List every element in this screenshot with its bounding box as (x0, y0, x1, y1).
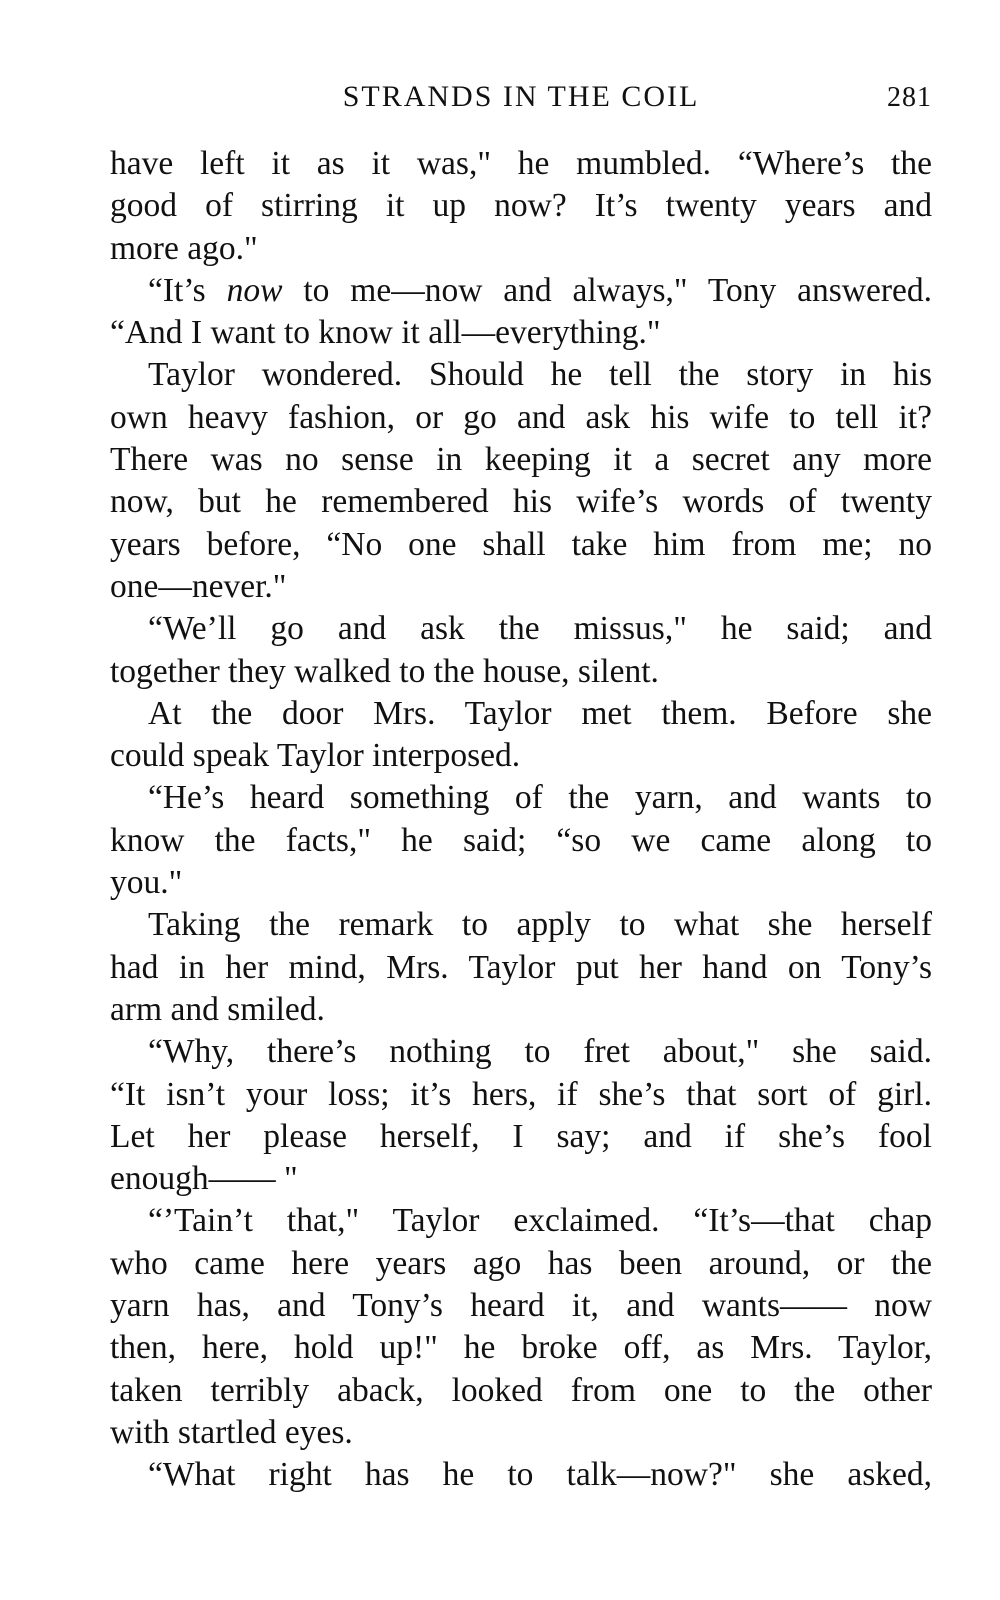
text-line: “And I want to know it all—everything." (110, 314, 661, 352)
text-line: “He’s heard something of the yarn, and wants to (148, 779, 932, 817)
running-title: STRANDS IN THE COIL (342, 80, 700, 113)
text-line: then, here, hold up!" he broke off, as Mrs. Taylor, (110, 1329, 932, 1367)
text-line: good of stirring it up now? It’s twenty years and (110, 187, 932, 225)
text-fragment: “It’s (148, 271, 206, 309)
text-line: own heavy fashion, or go and ask his wife to tell it? (110, 398, 932, 436)
body-text (110, 143, 932, 1497)
running-head (110, 80, 932, 120)
text-line: years before, “No one shall take him from me; no (110, 525, 932, 563)
text-line: now, but he remembered his wife’s words of twenty (110, 483, 932, 521)
text-line: more ago." (110, 229, 258, 267)
text-line: enough—— " (110, 1160, 298, 1198)
text-line: could speak Taylor interposed. (110, 737, 521, 775)
text-line: taken terribly aback, looked from one to the other (110, 1371, 932, 1409)
text-line: “We’ll go and ask the missus," he said; and (148, 610, 932, 648)
text-line: Taking the remark to apply to what she herself (148, 906, 932, 944)
text-line: had in her mind, Mrs. Taylor put her hand on Tony’s (110, 948, 932, 986)
text-line: with startled eyes. (110, 1413, 353, 1451)
text-fragment: to me—now and always," Tony answered. (303, 271, 933, 309)
text-line (110, 270, 932, 312)
text-line: “What right has he to talk—now?" she asked, (148, 1456, 932, 1494)
text-line: “’Tain’t that," Taylor exclaimed. “It’s—that chap (148, 1202, 932, 1240)
text-line: know the facts," he said; “so we came along to (110, 821, 932, 859)
text-line: “It isn’t your loss; it’s hers, if she’s that sort of girl. (110, 1075, 932, 1113)
text-line: Let her please herself, I say; and if she’s fool (110, 1117, 932, 1155)
page-number: 281 (887, 82, 932, 113)
text-line: At the door Mrs. Taylor met them. Before she (148, 694, 932, 732)
text-line: who came here years ago has been around, or the (110, 1244, 932, 1282)
text-line: “Why, there’s nothing to fret about," she said. (148, 1033, 932, 1071)
text-line: Taylor wondered. Should he tell the story in his (148, 356, 932, 394)
text-line: together they walked to the house, silent. (110, 652, 659, 690)
text-line: There was no sense in keeping it a secret any more (110, 441, 932, 479)
emphasis-text: now (226, 271, 283, 309)
text-line: you." (110, 864, 183, 902)
text-line: one—never." (110, 567, 287, 605)
text-line: arm and smiled. (110, 990, 325, 1028)
text-line: have left it as it was," he mumbled. “Where’s the (110, 145, 932, 182)
text-line: yarn has, and Tony’s heard it, and wants—— now (110, 1287, 932, 1325)
